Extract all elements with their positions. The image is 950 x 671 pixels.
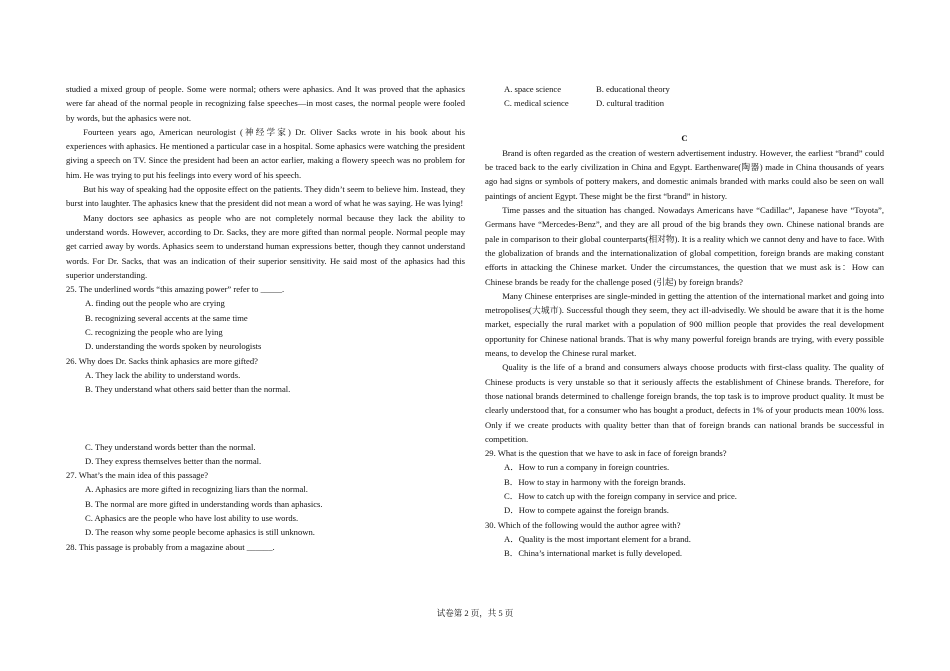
left-column — [66, 82, 465, 554]
question-29-option-c: C．How to catch up with the foreign company in service and price. — [504, 491, 737, 502]
question-28-option-b: B. educational theory — [596, 84, 670, 94]
question-28-option-c: C. medical science — [504, 98, 569, 109]
page-footer: 试卷第 2 页，共 5 页 — [436, 608, 514, 618]
right-column — [485, 82, 884, 561]
section-title: C — [681, 132, 688, 143]
question-29-option-d: D．How to compete against the foreign brands. — [504, 505, 669, 516]
question-27-option-c: C. Aphasics are the people who have lost ability to use words. — [85, 513, 299, 524]
question-25-option-a: A. finding out the people who are crying — [85, 298, 225, 309]
question-29-option-b: B．How to stay in harmony with the foreign brands. — [504, 476, 686, 487]
question-28-option-a: A. space science — [504, 84, 562, 94]
question-30-stem: 30. Which of the following would the author agree with? — [485, 519, 681, 530]
question-30-option-a: A．Quality is the most important element for a brand. — [504, 533, 691, 544]
question-28-option-d: D. cultural tradition — [596, 98, 665, 109]
question-27-option-d: D. The reason why some people become aphasics is still unknown. — [85, 527, 315, 538]
question-26-option-d: D. They express themselves better than the normal. — [85, 455, 262, 466]
passage-paragraph: Brand is often regarded as the creation of western advertisement industry. However, the earliest “brand” could be traced back to the early civilization in China and Egypt. Earthenware(陶器) made in China thousands of years ago had signs or symbols of pottery makers, and domestic animals branded with marks could also be seen on wall paintings of ancient Egypt. These might be the first “brand” in history. — [485, 147, 884, 201]
passage-paragraph: Quality is the life of a brand and consumers always choose products with first-class quality. The quality of Chinese products is very unstable so that it seriously affects the establishment of Chinese brands. Therefore, for those national brands determined to challenge foreign brands, the top task is to improve product quality. It must be clearly understood that, for a consumer who has bought a product, defects in 1% of your products mean 100% loss. Only if we create products with quality better than that of foreign brands can national brands be successful in competition. — [485, 362, 884, 444]
question-26-option-b: B. They understand what others said better than the normal. — [85, 384, 291, 395]
question-25-stem: 25. The underlined words “this amazing power” refer to _____. — [66, 284, 285, 295]
blank-space — [66, 397, 465, 440]
passage-paragraph: Many Chinese enterprises are single-minded in getting the attention of the international market and going into metropolises(大城市). Successful though they seem, they act ill-advisedly. We should be aware that it is the home market, especially the rural market with a population of 900 million people that provides the real development opportunity for Chinese national brands. That is why many powerful foreign brands are trying, with every possible means, to develop the Chinese rural market. — [485, 290, 884, 359]
question-28-stem: 28. This passage is probably from a magazine about ______. — [66, 541, 275, 552]
question-26-option-a: A. They lack the ability to understand words. — [85, 369, 241, 380]
question-28-options-row-2 — [485, 96, 884, 110]
question-25-option-d: D. understanding the words spoken by neurologists — [85, 341, 262, 352]
question-29-option-a: A．How to run a company in foreign countries. — [504, 462, 670, 473]
question-28-options-row-1 — [485, 82, 884, 96]
passage-paragraph: Time passes and the situation has changed. Nowadays Americans have “Cadillac”, Japanese have “Toyota”, Germans have “Mercedes-Benz”, and they are all proud of the big brands they own. Chinese national brands are pale in comparison to their global counterparts(相对物). It is a reality which we cannot deny and have to face. With the globalization of brands and the internationalization of global competition, foreign brands are making constant efforts in attacking the Chinese market. Under the circumstances, the question that we must ask is：How can Chinese brands be ready for the challenge posed (引起) by foreign brands? — [485, 205, 884, 287]
question-29-stem: 29. What is the question that we have to ask in face of foreign brands? — [485, 448, 727, 459]
question-26-stem: 26. Why does Dr. Sacks think aphasics are more gifted? — [66, 355, 258, 366]
question-25-option-c: C. recognizing the people who are lying — [85, 327, 223, 338]
question-27-option-a: A. Aphasics are more gifted in recognizing liars than the normal. — [85, 484, 308, 495]
question-27-stem: 27. What’s the main idea of this passage? — [66, 470, 209, 481]
question-27-option-b: B. The normal are more gifted in understanding words than aphasics. — [85, 498, 323, 509]
passage-paragraph: Many doctors see aphasics as people who are not completely normal because they lack the ability to understand words. However, according to Dr. Sacks, they are more gifted than normal people. Normal people may get carried away by words. Aphasics seem to understand human expressions better, though they cannot understand words. For Dr. Sacks, that was an indication of their superior sensitivity. He said most of the aphasics had this superior understanding. — [66, 212, 465, 280]
question-25-option-b: B. recognizing several accents at the same time — [85, 312, 248, 323]
passage-paragraph: Fourteen years ago, American neurologist (神经学家) Dr. Oliver Sacks wrote in his book about his experiences with aphasics. He mentioned a particular case in a hospital. Some aphasics were watching the president giving a speech on TV. Since the president had been an actor earlier, making a flowery speech was no problem for him. He was trying to put his feelings into every word of his speech. — [66, 126, 465, 180]
passage-paragraph: But his way of speaking had the opposite effect on the patients. They didn’t seem to believe him. Instead, they burst into laughter. The aphasics knew that the president did not mean a word of what he was saying. He was lying! — [66, 184, 465, 209]
question-26-option-c: C. They understand words better than the normal. — [85, 441, 256, 452]
passage-paragraph: studied a mixed group of people. Some were normal; others were aphasics. And It was proved that the aphasics were far ahead of the normal people in recognizing false speeches—in most cases, the normal people were fooled by words, but the aphasics were not. — [66, 84, 465, 123]
question-30-option-b: B．China’s international market is fully developed. — [504, 548, 683, 559]
